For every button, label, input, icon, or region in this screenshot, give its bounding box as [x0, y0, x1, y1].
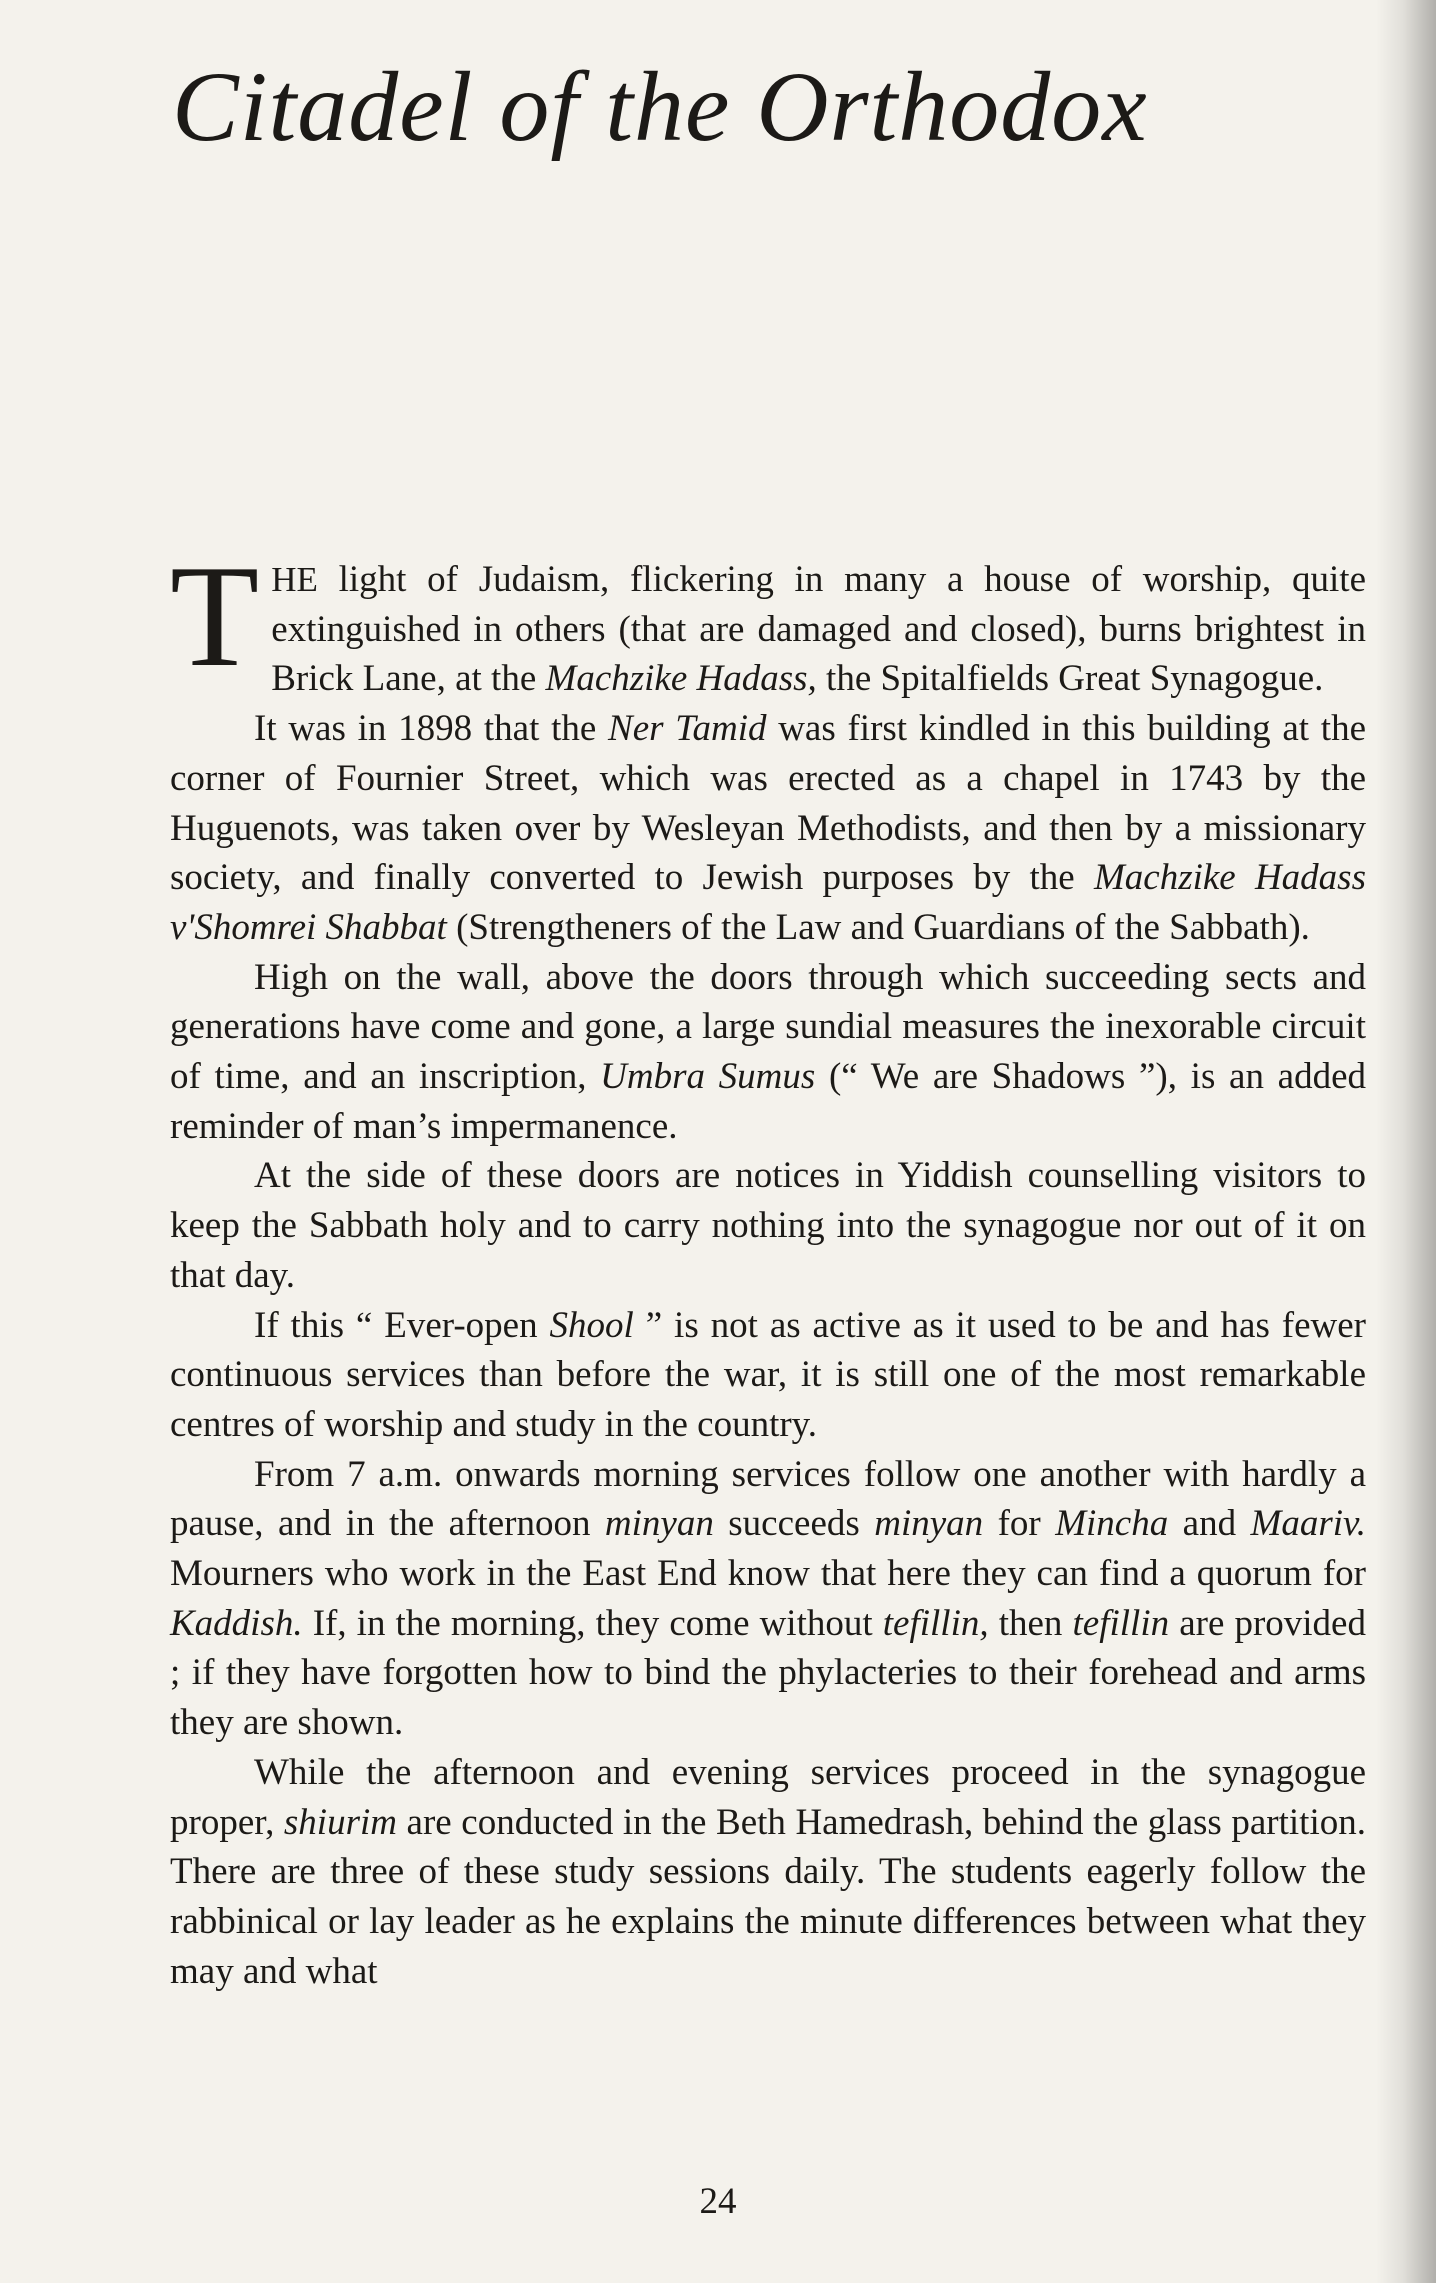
italic-term: Ner Tamid	[608, 708, 767, 750]
italic-term: Maariv.	[1250, 1503, 1366, 1545]
paragraph-1	[170, 535, 1366, 704]
italic-term: tefillin	[1072, 1602, 1170, 1644]
italic-term: Shool	[549, 1304, 634, 1346]
paragraph-text: for	[983, 1503, 1056, 1545]
paragraph-7	[170, 1748, 1366, 1997]
italic-term: Kaddish.	[170, 1602, 303, 1644]
italic-term: tefillin,	[882, 1602, 989, 1644]
paragraph-text: At the side of these doors are notices in Yiddish counselling visitors to keep the Sabbath holy and to carry nothing into the synagogue nor out of it on that day.	[170, 1155, 1366, 1296]
paragraph-text: the Spitalfields Great Synagogue.	[816, 658, 1324, 700]
paragraph-text: and	[1168, 1503, 1251, 1545]
italic-term: minyan	[604, 1503, 714, 1545]
paragraph-text: succeeds	[713, 1503, 875, 1545]
small-caps-lead: HE	[271, 560, 318, 599]
drop-cap: T	[170, 535, 260, 697]
paragraph-text: are provided ; if they have forgotten how to bind the phylacteries to their forehead and arms they are shown.	[170, 1602, 1366, 1744]
italic-term: Mincha	[1055, 1503, 1169, 1545]
page-number: 24	[699, 2181, 737, 2222]
paragraph-text: High on the wall, above the doors through which succeeding sects and generations have come and gone, a large sundial measures the inexorable circuit of time, and an inscription,	[170, 956, 1366, 1098]
page-edge-shadow	[1376, 0, 1436, 2283]
paragraph-text: It was in 1898 that the	[254, 708, 609, 750]
italic-term: minyan	[874, 1503, 984, 1545]
paragraph-6	[170, 1450, 1366, 1748]
italic-term: Machzike Hadass v'Shomrei Shabbat	[170, 857, 1366, 948]
italic-term: Umbra Sumus	[600, 1056, 816, 1098]
paragraph-text: then	[988, 1602, 1073, 1644]
paragraph-text: (Strengtheners of the Law and Guardians of the Sabbath).	[446, 906, 1310, 948]
paragraph-text: light of Judaism, flickering in many a house of worship, quite extinguished in others (that are damaged and closed), burns brightest in Brick Lane, at the	[271, 559, 1366, 700]
paragraph-text: While the afternoon and evening services proceed in the synagogue proper,	[170, 1751, 1366, 1843]
italic-term: shiurim	[283, 1801, 397, 1843]
paragraph-2	[170, 704, 1366, 953]
italic-term: Machzike Hadass,	[545, 658, 817, 700]
paragraph-text: was first kindled in this building at the corner of Fournier Street, which was erected as a chapel in 1743 by the Huguenots, was taken over by Wesleyan Methodists, and then by a missionary society, and finally converted to Jewish purposes by the	[170, 708, 1366, 899]
paragraph-text: If this “ Ever-open	[254, 1304, 550, 1346]
paragraph-text: ” is not as active as it used to be and has fewer continuous services than before the war, it is still one of the most remarkable centres of worship and study in the country.	[170, 1304, 1366, 1445]
paragraph-4	[170, 1151, 1366, 1300]
body-text	[170, 535, 1366, 1996]
paragraph-text: (“ We are Shadows ”), is an added reminder of man’s impermanence.	[170, 1056, 1366, 1147]
paragraph-5	[170, 1301, 1366, 1450]
chapter-title: Citadel of the Orthodox	[172, 51, 1148, 162]
paragraph-3	[170, 953, 1366, 1152]
paragraph-text: If, in the morning, they come without	[302, 1602, 883, 1644]
paragraph-text: From 7 a.m. onwards morning services follow one another with hardly a pause, and in the afternoon	[170, 1453, 1366, 1545]
paragraph-text: are conducted in the Beth Hamedrash, behind the glass partition. There are three of these study sessions daily. The students eagerly follow the rabbinical or lay leader as he explains the minute differences between what they may and what	[170, 1801, 1366, 1992]
paragraph-text: Mourners who work in the East End know that here they can find a quorum for	[170, 1553, 1366, 1595]
